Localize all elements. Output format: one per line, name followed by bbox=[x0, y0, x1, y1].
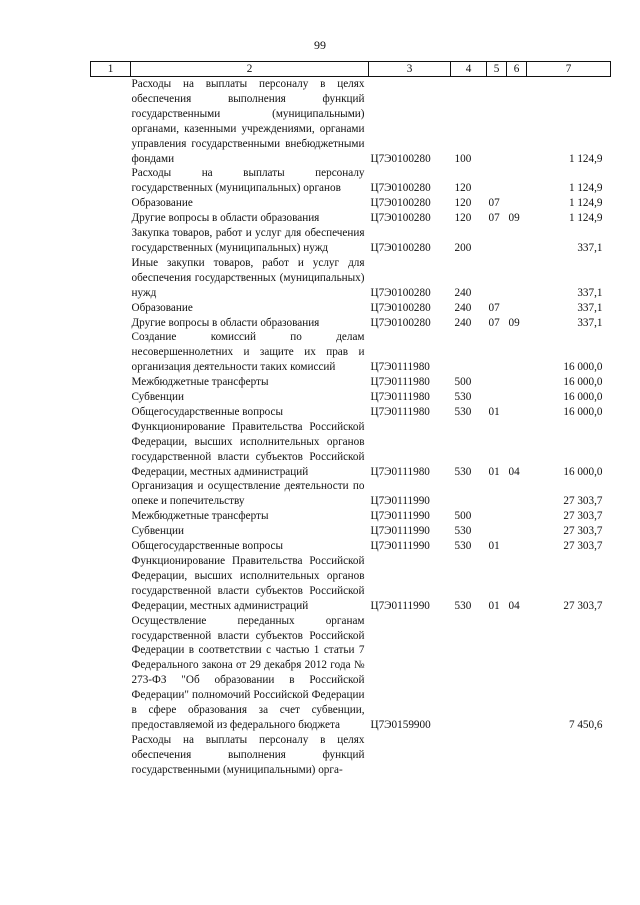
row-amount: 7 450,6 bbox=[568, 718, 603, 731]
table-row bbox=[91, 539, 611, 554]
row-section bbox=[487, 733, 507, 778]
row-section bbox=[487, 509, 507, 524]
table-row bbox=[91, 375, 611, 390]
row-code: Ц7Э0100280 bbox=[370, 286, 431, 299]
table-row bbox=[91, 196, 611, 211]
header-col-3: 3 bbox=[369, 62, 451, 77]
row-expense-type: 530 bbox=[454, 405, 472, 418]
row-subsection bbox=[507, 301, 527, 316]
row-section: 01 bbox=[488, 465, 500, 478]
row-section bbox=[487, 524, 507, 539]
row-section bbox=[487, 166, 507, 196]
row-amount: 337,1 bbox=[577, 316, 603, 329]
row-subsection bbox=[507, 330, 527, 375]
table-row bbox=[91, 166, 611, 196]
row-name: Образование bbox=[131, 197, 193, 210]
index-cell bbox=[91, 166, 131, 196]
index-cell bbox=[91, 405, 131, 420]
header-col-7: 7 bbox=[527, 62, 611, 77]
row-subsection bbox=[507, 390, 527, 405]
row-code: Ц7Э0111980 bbox=[370, 391, 430, 404]
table-row bbox=[91, 405, 611, 420]
row-code: Ц7Э0159900 bbox=[370, 718, 431, 731]
row-name: Осуществление переданных органам государственной власти субъектов Российской Федерации в соответствии с частью 1 статьи 7 Федерального закона от 29 декабря 2012 года № 273-ФЗ "Об образовании в Российской Федерации" полномочий Российской Федерации в сфере образования за счет субвенции, предоставляемой из федерального бюджета bbox=[131, 614, 365, 731]
row-subsection bbox=[507, 479, 527, 509]
row-section: 07 bbox=[488, 316, 500, 329]
row-expense-type: 500 bbox=[454, 376, 472, 389]
row-code: Ц7Э0111980 bbox=[370, 361, 430, 374]
row-subsection bbox=[507, 375, 527, 390]
page-number: 99 bbox=[314, 38, 326, 52]
row-section: 01 bbox=[488, 540, 500, 553]
row-subsection bbox=[507, 226, 527, 256]
row-code: Ц7Э0100280 bbox=[370, 301, 431, 314]
row-expense-type: 240 bbox=[454, 286, 472, 299]
row-section bbox=[487, 77, 507, 167]
row-code: Ц7Э0111990 bbox=[370, 599, 430, 612]
index-cell bbox=[91, 614, 131, 733]
index-cell bbox=[91, 211, 131, 226]
index-cell bbox=[91, 77, 131, 167]
row-name: Межбюджетные трансферты bbox=[131, 510, 269, 523]
index-cell bbox=[91, 301, 131, 316]
row-expense-type: 530 bbox=[454, 540, 472, 553]
row-section bbox=[487, 614, 507, 733]
row-amount: 16 000,0 bbox=[563, 465, 603, 478]
row-code: Ц7Э0111980 bbox=[370, 465, 430, 478]
row-expense-type: 500 bbox=[454, 510, 472, 523]
row-code bbox=[369, 733, 451, 778]
table-row bbox=[91, 614, 611, 733]
row-amount: 27 303,7 bbox=[563, 525, 603, 538]
row-expense-type: 120 bbox=[454, 212, 472, 225]
row-expense-type: 240 bbox=[454, 301, 472, 314]
row-subsection: 09 bbox=[508, 212, 520, 225]
row-expense-type: 120 bbox=[454, 182, 472, 195]
row-code: Ц7Э0100280 bbox=[370, 197, 431, 210]
row-subsection bbox=[507, 166, 527, 196]
table-row bbox=[91, 256, 611, 301]
row-subsection bbox=[507, 77, 527, 167]
row-subsection: 04 bbox=[508, 465, 520, 478]
row-expense-type bbox=[451, 733, 487, 778]
row-name: Расходы на выплаты персоналу государственных (муниципальных) органов bbox=[131, 167, 365, 195]
row-subsection bbox=[507, 539, 527, 554]
index-cell bbox=[91, 733, 131, 778]
row-name: Расходы на выплаты персоналу в целях обеспечения выполнения функций государственными (муниципальными) орга- bbox=[131, 733, 365, 776]
table-row bbox=[91, 554, 611, 614]
header-col-4: 4 bbox=[451, 62, 487, 77]
index-cell bbox=[91, 509, 131, 524]
row-amount: 27 303,7 bbox=[563, 495, 603, 508]
row-code: Ц7Э0111980 bbox=[370, 376, 430, 389]
header-col-2: 2 bbox=[131, 62, 369, 77]
index-cell bbox=[91, 479, 131, 509]
row-expense-type bbox=[451, 614, 487, 733]
header-col-5: 5 bbox=[487, 62, 507, 77]
row-name: Функционирование Правительства Российской Федерации, высших исполнительных органов государственной власти субъектов Российской Федерации, местных администраций bbox=[131, 555, 365, 612]
row-name: Функционирование Правительства Российской Федерации, высших исполнительных органов государственной власти субъектов Российской Федерации, местных администраций bbox=[131, 420, 365, 478]
index-cell bbox=[91, 554, 131, 614]
index-cell bbox=[91, 256, 131, 301]
row-amount: 27 303,7 bbox=[563, 599, 603, 612]
row-section: 07 bbox=[488, 301, 500, 314]
row-amount: 16 000,0 bbox=[563, 405, 603, 418]
row-expense-type bbox=[451, 330, 487, 375]
row-amount: 337,1 bbox=[577, 241, 603, 254]
row-section bbox=[487, 256, 507, 301]
row-amount: 16 000,0 bbox=[563, 376, 603, 389]
row-section bbox=[487, 390, 507, 405]
row-name: Общегосударственные вопросы bbox=[131, 405, 284, 418]
row-name: Организация и осуществление деятельности по опеке и попечительству bbox=[131, 480, 365, 508]
row-name: Другие вопросы в области образования bbox=[131, 316, 320, 329]
row-name: Расходы на выплаты персоналу в целях обеспечения выполнения функций государственными (муниципальными) органами, казенными учреждениями, органами управления государственными внебюджетными фондами bbox=[131, 78, 365, 165]
table-row bbox=[91, 733, 611, 778]
row-subsection bbox=[507, 524, 527, 539]
table-row bbox=[91, 226, 611, 256]
table-row bbox=[91, 316, 611, 331]
row-amount: 27 303,7 bbox=[563, 510, 603, 523]
row-name: Межбюджетные трансферты bbox=[131, 376, 269, 389]
row-subsection: 09 bbox=[508, 316, 520, 329]
row-expense-type bbox=[451, 479, 487, 509]
table-row bbox=[91, 509, 611, 524]
row-amount bbox=[527, 733, 611, 778]
row-section bbox=[487, 226, 507, 256]
table-header bbox=[91, 62, 611, 77]
index-cell bbox=[91, 196, 131, 211]
index-cell bbox=[91, 420, 131, 480]
row-subsection: 04 bbox=[508, 599, 520, 612]
row-code: Ц7Э0111990 bbox=[370, 540, 430, 553]
index-cell bbox=[91, 330, 131, 375]
header-row bbox=[91, 62, 611, 77]
row-name: Общегосударственные вопросы bbox=[131, 540, 284, 553]
row-amount: 1 124,9 bbox=[568, 212, 603, 225]
row-name: Другие вопросы в области образования bbox=[131, 212, 320, 225]
table-row bbox=[91, 211, 611, 226]
row-expense-type: 530 bbox=[454, 465, 472, 478]
row-section bbox=[487, 375, 507, 390]
table-row bbox=[91, 77, 611, 167]
row-expense-type: 200 bbox=[454, 241, 472, 254]
table-row bbox=[91, 479, 611, 509]
row-expense-type: 530 bbox=[454, 599, 472, 612]
row-subsection bbox=[507, 509, 527, 524]
budget-table bbox=[90, 61, 611, 778]
row-section: 01 bbox=[488, 405, 500, 418]
row-amount: 337,1 bbox=[577, 286, 603, 299]
row-code: Ц7Э0111990 bbox=[370, 525, 430, 538]
row-code: Ц7Э0100280 bbox=[370, 212, 431, 225]
table-row bbox=[91, 330, 611, 375]
row-subsection bbox=[507, 196, 527, 211]
row-code: Ц7Э0111990 bbox=[370, 510, 430, 523]
table-row bbox=[91, 420, 611, 480]
row-amount: 1 124,9 bbox=[568, 152, 603, 165]
index-cell bbox=[91, 539, 131, 554]
index-cell bbox=[91, 375, 131, 390]
row-section: 07 bbox=[488, 197, 500, 210]
row-name: Субвенции bbox=[131, 391, 184, 404]
row-name: Создание комиссий по делам несовершеннолетних и защите их прав и организация деятельности таких комиссий bbox=[131, 331, 365, 374]
row-code: Ц7Э0100280 bbox=[370, 316, 431, 329]
row-expense-type: 530 bbox=[454, 525, 472, 538]
row-name: Иные закупки товаров, работ и услуг для обеспечения государственных (муниципальных) нужд bbox=[131, 256, 365, 299]
index-cell bbox=[91, 390, 131, 405]
row-name: Закупка товаров, работ и услуг для обеспечения государственных (муниципальных) нужд bbox=[131, 227, 365, 254]
row-section: 01 bbox=[488, 599, 500, 612]
row-section: 07 bbox=[488, 212, 500, 225]
row-section bbox=[487, 330, 507, 375]
table-row bbox=[91, 390, 611, 405]
table-row bbox=[91, 524, 611, 539]
row-expense-type: 100 bbox=[454, 152, 472, 165]
row-expense-type: 530 bbox=[454, 391, 472, 404]
row-amount: 16 000,0 bbox=[563, 361, 603, 374]
row-code: Ц7Э0100280 bbox=[370, 182, 431, 195]
row-expense-type: 120 bbox=[454, 197, 472, 210]
row-amount: 27 303,7 bbox=[563, 540, 603, 553]
header-col-6: 6 bbox=[507, 62, 527, 77]
row-subsection bbox=[507, 256, 527, 301]
index-cell bbox=[91, 524, 131, 539]
row-code: Ц7Э0100280 bbox=[370, 241, 431, 254]
row-subsection bbox=[507, 614, 527, 733]
row-amount: 1 124,9 bbox=[568, 182, 603, 195]
row-amount: 337,1 bbox=[577, 301, 603, 314]
row-code: Ц7Э0111990 bbox=[370, 495, 430, 508]
row-amount: 1 124,9 bbox=[568, 197, 603, 210]
row-subsection bbox=[507, 405, 527, 420]
row-code: Ц7Э0100280 bbox=[370, 152, 431, 165]
table-row bbox=[91, 301, 611, 316]
row-expense-type: 240 bbox=[454, 316, 472, 329]
table-body bbox=[91, 77, 611, 778]
index-cell bbox=[91, 316, 131, 331]
row-name: Образование bbox=[131, 301, 193, 314]
row-name: Субвенции bbox=[131, 525, 184, 538]
header-col-1: 1 bbox=[91, 62, 131, 77]
row-section bbox=[487, 479, 507, 509]
row-amount: 16 000,0 bbox=[563, 391, 603, 404]
row-code: Ц7Э0111980 bbox=[370, 405, 430, 418]
index-cell bbox=[91, 226, 131, 256]
row-subsection bbox=[507, 733, 527, 778]
